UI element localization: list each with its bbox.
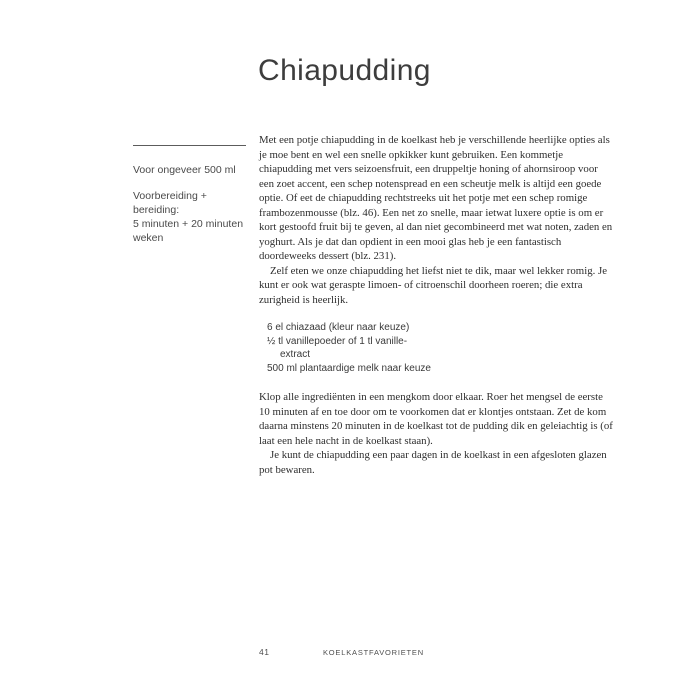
prep-time-block bbox=[133, 189, 246, 245]
prep-time-line: 5 minuten + 20 minuten bbox=[133, 218, 244, 230]
ingredient-list bbox=[267, 321, 613, 375]
page-footer bbox=[0, 647, 700, 661]
prep-time-line: bereiding: bbox=[133, 204, 180, 216]
prep-time-line: Voorbereiding + bbox=[133, 190, 207, 202]
sidebar-divider bbox=[133, 145, 246, 146]
yield-text: Voor ongeveer 500 ml bbox=[133, 164, 236, 176]
intro-paragraph: Met een potje chiapudding in de koelkast heb je verschillende heerlijke opties als je moe bent en wel een snelle opkikker kunt gebruiken. Een kommetje chiapudding met vers seizoensfruit, een druppeltje honing of ahornsiroop voor een zoet accent, een schep notenspread en een scheutje melk is altijd een goede optie. Of eet de chiapudding rechtstreeks uit het potje met een schep romige frambozenmousse (blz. 46). Een net zo snelle, maar ietwat luxere optie is om er kort gestoofd fruit bij te geven, al dan niet gecombineerd met wat noten, zaden en yoghurt. Als je dat dan opdient in een mooi glas heb je een fantastisch doordeweeks dessert (blz. 231). bbox=[259, 134, 613, 262]
recipe-body bbox=[259, 133, 613, 477]
ingredient-line: 500 ml plantaardige melk naar keuze bbox=[267, 362, 431, 374]
ingredient-line-continuation: extract bbox=[280, 349, 311, 360]
recipe-meta-sidebar bbox=[133, 145, 246, 245]
ingredient-line: ½ tl vanillepoeder of 1 tl vanille- bbox=[267, 335, 408, 347]
recipe-title: Chiapudding bbox=[258, 54, 431, 87]
page-number: 41 bbox=[259, 647, 270, 657]
instructions-paragraph: Klop alle ingrediënten in een mengkom door elkaar. Roer het mengsel de eerste 10 minuten af en toe door om te voorkomen dat er klontjes ontstaan. Zet de kom daarna minstens 20 minuten in de koelkast tot de pudding dik en geleiachtig is (of laat een hele nacht in de koelkast staan). bbox=[259, 391, 613, 447]
chapter-running-title: KOELKASTFAVORIETEN bbox=[323, 648, 424, 657]
ingredient-line: 6 el chiazaad (kleur naar keuze) bbox=[267, 322, 410, 333]
prep-time-line: weken bbox=[133, 232, 164, 244]
storage-paragraph: Je kunt de chiapudding een paar dagen in de koelkast in een afgesloten glazen pot bewaren. bbox=[259, 449, 607, 476]
texture-tip-paragraph: Zelf eten we onze chiapudding het liefst niet te dik, maar wel lekker romig. Je kunt er ook wat geraspte limoen- of citroenschil doorheen roeren; die extra zurigheid is heerlijk. bbox=[259, 264, 607, 306]
